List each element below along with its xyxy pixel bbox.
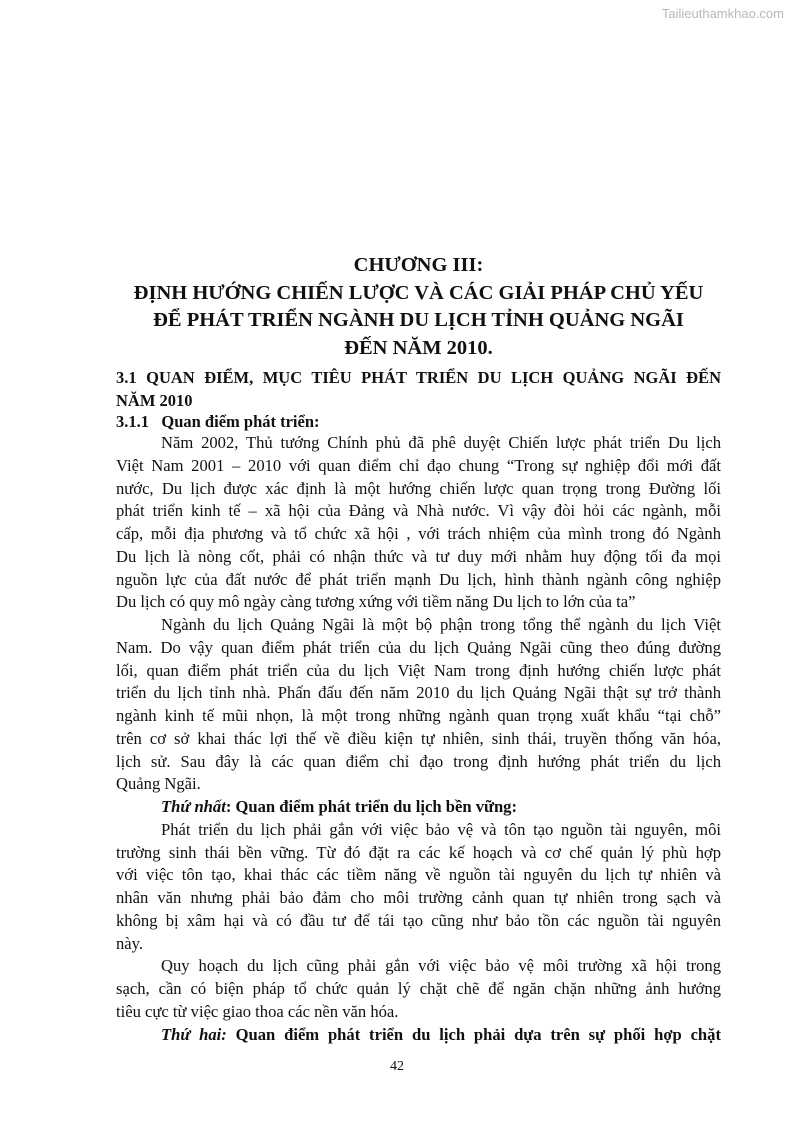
paragraph-line: triển du lịch tỉnh nhà. Phấn đấu đến năm 2010 du lịch Quảng Ngãi thật sự trở thành [116,683,721,703]
section-heading [116,367,721,411]
paragraph-line: trường sinh thái bền vững. Từ đó đặt ra các kế hoạch và cơ chế quản lý phù hợp [116,842,721,862]
paragraph-line: ngành kinh tế mũi nhọn, là một trong những ngành quan trọng xuất khẩu “tại chỗ” [116,706,721,725]
paragraph-line: Phát triển du lịch phải gắn với việc bảo vệ và tôn tạo nguồn tài nguyên, môi [161,819,721,839]
paragraph-line: nguồn lực của đất nước để phát triển mạnh Du lịch, hình thành ngành công nghiệp [116,569,721,589]
chapter-heading [116,252,721,362]
paragraph-line: Ngành du lịch Quảng Ngãi là một bộ phận trong tổng thể ngành du lịch Việt [161,615,721,634]
paragraph-line: lối, quan điểm phát triển của du lịch Việt Nam trong định hướng chiến lược phát [116,660,721,680]
section-heading-line: 3.1 QUAN ĐIỂM, MỤC TIÊU PHÁT TRIỂN DU LỊCH QUẢNG NGÃI ĐẾN [116,368,721,387]
paragraph-line: không bị xâm hại và có đầu tư để tái tạo cũng như bảo tồn các nguồn tài nguyên [116,910,721,930]
body-text [116,432,721,1046]
paragraph-line: Quảng Ngãi. [116,774,201,794]
point2-title: Quan điểm phát triển du lịch phải dựa trên sự phối hợp chặt [226,1024,721,1044]
chapter-title-line: ĐẾN NĂM 2010. [344,336,493,359]
point2-label: Thứ hai: [161,1024,227,1044]
point1-label: Thứ nhất [161,797,226,816]
paragraph-line: lịch sử. Sau đây là các quan điểm chỉ đạo trong định hướng phát triển du lịch [116,751,721,771]
watermark: Tailieuthamkhao.com [661,6,784,21]
paragraph-line: sạch, cần có biện pháp tổ chức quản lý chặt chẽ để ngăn chặn những ảnh hưởng [116,979,721,998]
point1-title: : Quan điểm phát triển du lịch bền vững: [225,797,518,816]
paragraph-line: Nam. Do vậy quan điểm phát triển của du lịch Quảng Ngãi cũng theo đúng đường [116,637,721,657]
paragraph-line: Việt Nam 2001 – 2010 với quan điểm chỉ đạo chung “Trong sự nghiệp đổi mới đất [116,455,721,475]
page-number: 42 [390,1059,404,1074]
paragraph-line: nước, Du lịch được xác định là một hướng chiến lược quan trọng trong Đường lối [116,478,721,498]
point2-heading [116,1024,721,1047]
point1-heading [116,796,721,819]
subsection-title: Quan điểm phát triển: [161,412,320,431]
paragraph-line: này. [116,933,144,953]
paragraph-line: nhân văn nhưng phải bảo đảm cho môi trường cảnh quan tự nhiên trong sạch và [116,888,721,907]
paragraph-line: cấp, mỗi địa phương và tổ chức xã hội , với trách nhiệm của mình trong đó Ngành [116,524,721,543]
paragraph-line: Năm 2002, Thủ tướng Chính phủ đã phê duyệt Chiến lược phát triển Du lịch [161,433,721,452]
chapter-title-line: ĐỂ PHÁT TRIỂN NGÀNH DU LỊCH TỈNH QUẢNG NGÃI [153,309,684,331]
paragraph-line: trên cơ sở khai thác lợi thế về điều kiện tự nhiên, sinh thái, truyền thống văn hóa, [116,728,721,748]
paragraph-line: Quy hoạch du lịch cũng phải gắn với việc bảo vệ môi trường xã hội trong [161,956,721,976]
paragraph-line: với việc tôn tạo, khai thác các tiềm năng về nguồn tài nguyên du lịch tự nhiên và [116,865,721,885]
paragraph-line: phát triển kinh tế – xã hội của Đảng và Nhà nước. Vì vậy đòi hỏi các ngành, mỗi [116,501,721,521]
chapter-title-line: ĐỊNH HƯỚNG CHIẾN LƯỢC VÀ CÁC GIẢI PHÁP CHỦ YẾU [133,281,704,304]
paragraph-line: tiêu cực từ việc giao thoa các nền văn hóa. [116,1001,399,1021]
section-heading-line: NĂM 2010 [116,390,193,410]
subsection-number: 3.1.1 [116,412,149,431]
paragraph-line: Du lịch là nòng cốt, phải có nhận thức và tư duy mới nhằm huy động tối đa mọi [116,546,721,566]
chapter-label: CHƯƠNG III: [353,254,484,276]
subsection-heading [116,411,721,432]
paragraph-line: Du lịch có quy mô ngày càng tương xứng với tiềm năng Du lịch to lớn của ta” [116,592,636,612]
